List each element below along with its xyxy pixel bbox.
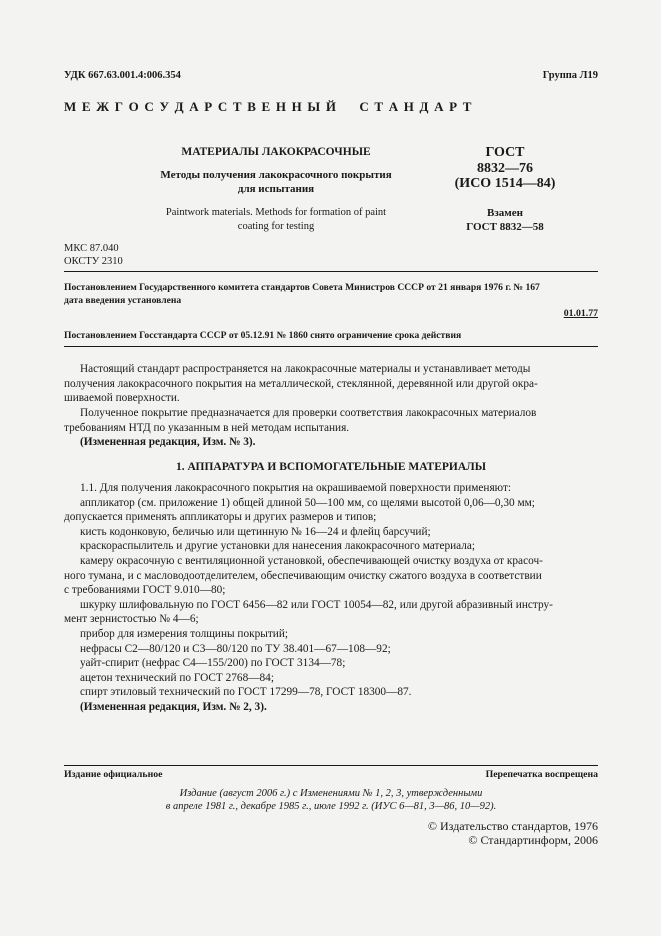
decree-divider — [64, 346, 598, 347]
list-item: кисть кодонковую, беличью или щетинную № 16—24 и флейц барсучий; — [80, 525, 431, 538]
english-title-line2: coating for testing — [237, 221, 315, 232]
edition-note-line2: в апреле 1981 г., декабре 1985 г., июле 1992 г. (ИУС 6—81, 3—86, 10—92). — [165, 801, 497, 812]
standard-banner: М Е Ж Г О С У Д А Р С Т В Е Н Н Ы Й С Т А Н Д А Р Т — [64, 99, 473, 114]
list-item: аппликатор (см. приложение 1) общей длиной 50—100 мм, со щелями высотой 0,06—0,30 мм; — [80, 496, 535, 509]
list-item: краскораспылитель и другие установки для нанесения лакокрасочного материала; — [80, 540, 476, 553]
text-line: требованиям НТД по указанным в ней методам испытания. — [64, 421, 350, 434]
text-line: шиваемой поверхности. — [64, 392, 180, 405]
text-line: Настоящий стандарт распространяется на лакокрасочные материалы и устанавливает методы — [80, 363, 531, 375]
text-line: получения лакокрасочного покрытия на металлической, стеклянной, деревянной или другой окра- — [64, 377, 538, 390]
replaces-label: Взамен — [487, 207, 523, 219]
replaces-value: ГОСТ 8832—58 — [466, 221, 544, 233]
gost-label: ГОСТ — [485, 145, 525, 160]
doc-subtitle-line2: для испытания — [237, 183, 315, 195]
footer-divider — [64, 765, 598, 766]
udk-code: УДК 667.63.001.4:006.354 — [64, 70, 181, 81]
list-item: нефрасы С2—80/120 и С3—80/120 по ТУ 38.401—67—108—92; — [80, 642, 391, 655]
text-line: Полученное покрытие предназначается для проверки соответствия лакокрасочных материалов — [80, 407, 537, 419]
okstu-code: ОКСТУ 2310 — [64, 256, 123, 267]
list-item: 1.1. Для получения лакокрасочного покрытия на окрашиваемой поверхности применяют: — [80, 482, 512, 494]
list-item: уайт-спирит (нефрас С4—155/200) по ГОСТ 3134—78; — [80, 657, 346, 670]
list-item: с требованиями ГОСТ 9.010—80; — [64, 584, 226, 597]
section-body — [64, 481, 598, 715]
list-item: допускается применять аппликаторы и других размеров и типов; — [64, 511, 377, 524]
doc-subtitle-line1: Методы получения лакокрасочного покрытия — [160, 169, 392, 181]
list-item: камеру окрасочную с вентиляционной установкой, обеспечивающей очистку воздуха от красоч- — [80, 554, 543, 567]
decree-line1: Постановлением Государственного комитета стандартов Совета Министров СССР от 21 января 1976 г. № 167 — [64, 282, 540, 293]
amendment-note: (Измененная редакция, Изм. № 3). — [80, 436, 256, 449]
list-item: спирт этиловый технический по ГОСТ 17299—78, ГОСТ 18300—87. — [80, 686, 412, 699]
group-code: Группа Л19 — [542, 70, 598, 81]
decree-line3: Постановлением Госстандарта СССР от 05.12.91 № 1860 снято ограничение срока действия — [64, 330, 462, 341]
english-title-line1: Paintwork materials. Methods for formation of paint — [165, 207, 387, 218]
section-heading: 1. АППАРАТУРА И ВСПОМОГАТЕЛЬНЫЕ МАТЕРИАЛЫ — [175, 461, 487, 473]
intro-paragraph-2 — [64, 406, 598, 450]
header-divider — [64, 271, 598, 272]
intro-paragraph-1 — [64, 362, 598, 406]
reprint-prohibited: Перепечатка воспрещена — [485, 769, 598, 780]
decree-line2: дата введения установлена — [64, 295, 182, 306]
mks-code: МКС 87.040 — [64, 243, 119, 254]
introduction-date: 01.01.77 — [563, 308, 598, 319]
copyright-2006: © Стандартинформ, 2006 — [468, 833, 598, 847]
iso-number: (ИСО 1514—84) — [454, 176, 556, 191]
gost-number: 8832—76 — [477, 161, 533, 176]
copyright-1976: © Издательство стандартов, 1976 — [427, 819, 598, 833]
doc-title: МАТЕРИАЛЫ ЛАКОКРАСОЧНЫЕ — [181, 146, 371, 158]
list-item: ацетон технический по ГОСТ 2768—84; — [80, 671, 274, 684]
edition-note-line1: Издание (август 2006 г.) с Изменениями № 1, 2, 3, утвержденными — [179, 788, 483, 799]
official-edition: Издание официальное — [64, 769, 163, 780]
list-item: ного тумана, и с масловодоотделителем, обеспечивающим очистку сжатого воздуха в соответствии — [64, 569, 542, 582]
list-item: мент зернистостью № 4—6; — [64, 613, 199, 626]
list-item: прибор для измерения толщины покрытий; — [80, 627, 289, 640]
amendment-note: (Измененная редакция, Изм. № 2, 3). — [80, 700, 267, 713]
list-item: шкурку шлифовальную по ГОСТ 6456—82 или ГОСТ 10054—82, или другой абразивный инстру- — [80, 598, 553, 611]
